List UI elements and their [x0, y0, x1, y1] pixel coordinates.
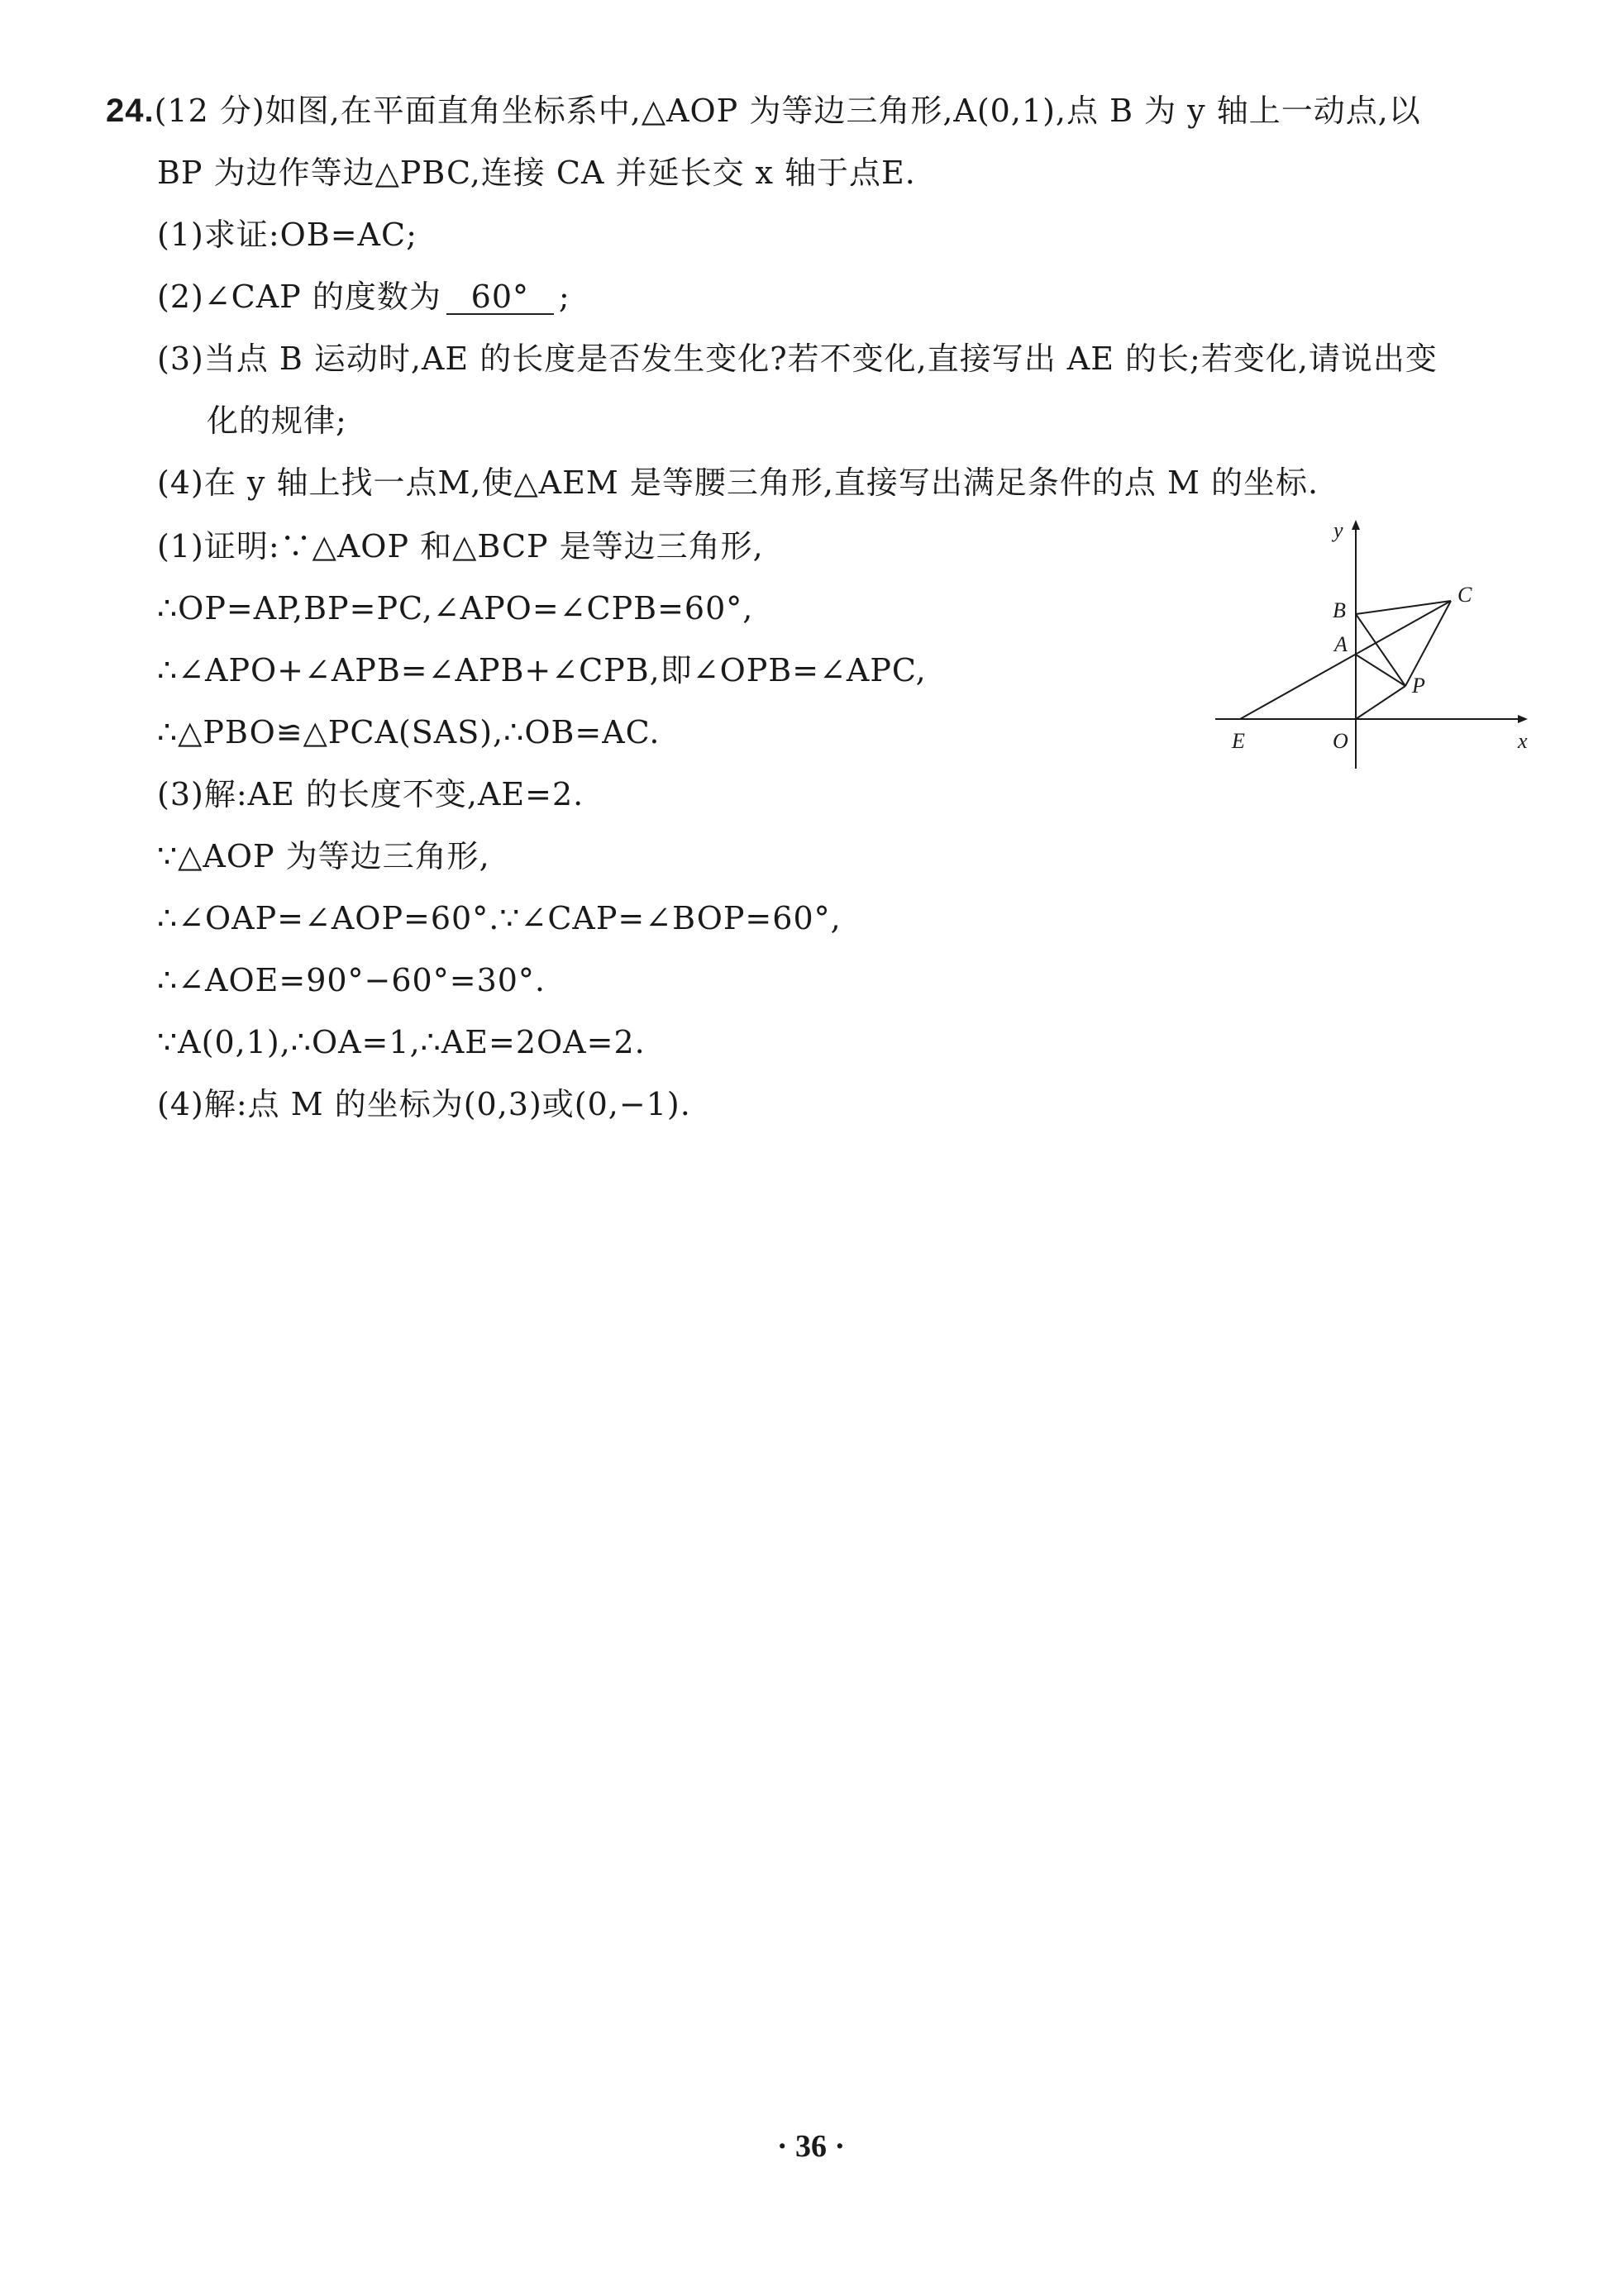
solution-line-10: (4)解:点 M 的坐标为(0,3)或(0,−1).: [157, 1086, 691, 1122]
question-part-3-line-1: (3)当点 B 运动时,AE 的长度是否发生变化?若不变化,直接写出 AE 的长;若变化,请说出变: [157, 341, 1438, 377]
label-A: A: [1334, 632, 1348, 656]
segment-AP: [1356, 655, 1405, 686]
solution-line-5: (3)解:AE 的长度不变,AE=2.: [157, 776, 584, 812]
question-part-2: [157, 275, 570, 318]
part2-answer-blank: 60°: [446, 280, 554, 315]
solution-line-4: ∴△PBO≌△PCA(SAS),∴OB=AC.: [157, 714, 661, 750]
question-stem-line-2: BP 为边作等边△PBC,连接 CA 并延长交 x 轴于点E.: [157, 155, 916, 191]
label-x: x: [1518, 729, 1528, 753]
label-P: P: [1412, 674, 1425, 698]
part2-prefix: (2)∠CAP 的度数为: [157, 279, 441, 315]
segment-BC: [1356, 601, 1451, 614]
solution-line-1: (1)证明:∵△AOP 和△BCP 是等边三角形,: [157, 528, 764, 564]
segment-OP: [1356, 686, 1405, 719]
question-part-3-line-2: 化的规律;: [207, 403, 347, 439]
question-stem-text: (12 分)如图,在平面直角坐标系中,△AOP 为等边三角形,A(0,1),点 B 为 y 轴上一动点,以: [154, 93, 1421, 129]
label-E: E: [1232, 729, 1245, 753]
label-O: O: [1333, 729, 1348, 753]
solution-line-3: ∴∠APO+∠APB=∠APB+∠CPB,即∠OPB=∠APC,: [157, 652, 927, 688]
x-axis-arrow: [1518, 715, 1528, 723]
y-axis-arrow: [1352, 520, 1360, 530]
question-stem-line-1: [106, 89, 1421, 132]
part2-suffix: ;: [558, 279, 570, 315]
solution-line-9: ∵A(0,1),∴OA=1,∴AE=2OA=2.: [157, 1024, 646, 1060]
label-B: B: [1333, 598, 1346, 622]
solution-line-7: ∴∠OAP=∠AOP=60°.∵∠CAP=∠BOP=60°,: [157, 900, 842, 936]
solution-line-2: ∴OP=AP,BP=PC,∠APO=∠CPB=60°,: [157, 590, 754, 626]
question-part-1: (1)求证:OB=AC;: [157, 217, 417, 253]
label-C: C: [1457, 583, 1472, 607]
label-y: y: [1333, 518, 1343, 542]
page-number: · 36 ·: [776, 2129, 846, 2164]
solution-line-8: ∴∠AOE=90°−60°=30°.: [157, 962, 546, 998]
question-number: 24.: [106, 93, 155, 129]
geometry-figure-svg: [1207, 517, 1538, 781]
geometry-figure: [1207, 517, 1538, 781]
solution-line-6: ∵△AOP 为等边三角形,: [157, 838, 490, 874]
question-part-4: (4)在 y 轴上找一点M,使△AEM 是等腰三角形,直接写出满足条件的点 M 的坐标.: [157, 464, 1319, 501]
